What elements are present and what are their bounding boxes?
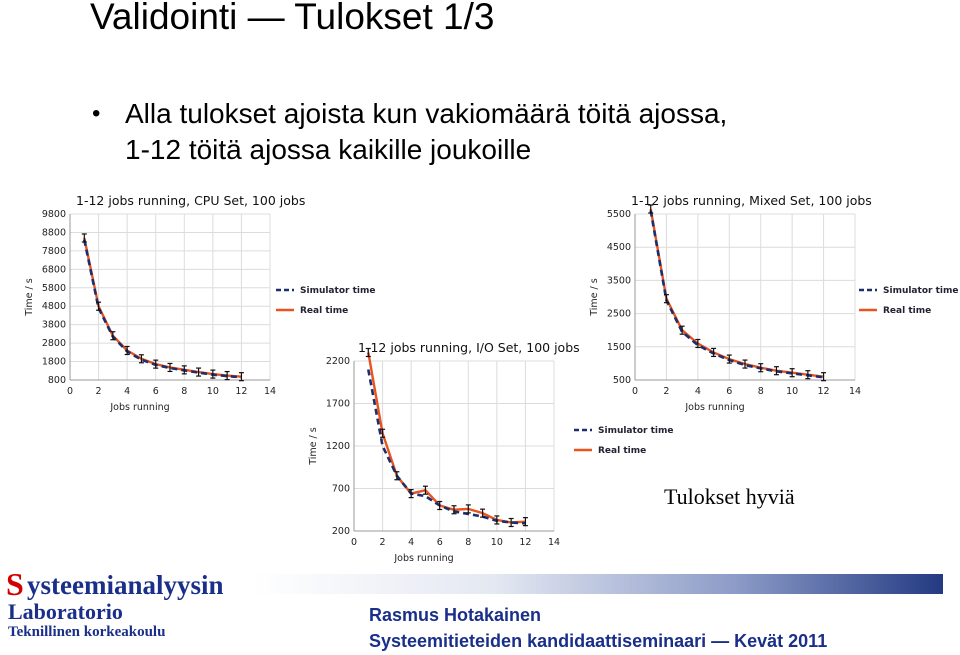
x-tick-label: 10 (206, 386, 219, 397)
chart-title: 1-12 jobs running, Mixed Set, 100 jobs (631, 193, 872, 208)
logo-systeemianalyysin: ysteemianalyysin (27, 570, 224, 600)
y-tick-label: 500 (612, 375, 631, 386)
x-tick-label: 0 (631, 386, 639, 397)
bullet-dot: • (92, 100, 101, 127)
y-tick-label: 3800 (41, 319, 66, 331)
x-tick-label: 8 (181, 386, 188, 397)
y-tick-label: 1700 (325, 398, 350, 410)
io-set-chart (300, 337, 682, 567)
x-axis-label: Jobs running (110, 402, 170, 413)
author-name: Rasmus Hotakainen (369, 605, 542, 625)
slide-title: Validointi — Tulokset 1/3 (90, 0, 495, 37)
x-axis-label: Jobs running (685, 402, 745, 413)
x-tick-label: 4 (694, 386, 701, 397)
y-tick-label: 9800 (41, 209, 66, 220)
y-tick-label: 1500 (606, 341, 631, 353)
legend-label: Simulator time (300, 286, 376, 296)
real-series-line (84, 238, 241, 377)
x-tick-label: 6 (436, 537, 443, 548)
chart-title: 1-12 jobs running, I/O Set, 100 jobs (358, 340, 580, 355)
logo-letter-s: S (6, 566, 24, 602)
x-tick-label: 4 (124, 386, 131, 397)
y-tick-label: 5800 (41, 282, 66, 294)
x-tick-label: 0 (350, 537, 358, 548)
x-tick-label: 12 (519, 537, 532, 548)
y-tick-label: 4500 (606, 242, 631, 254)
x-axis-label: Jobs running (394, 553, 454, 564)
y-tick-label: 5500 (606, 209, 631, 220)
y-axis-label: Time / s (24, 278, 35, 316)
footer-gradient-bar (253, 574, 943, 594)
x-tick-label: 12 (235, 386, 248, 397)
x-tick-label: 10 (786, 386, 799, 397)
chart-svg (300, 337, 682, 567)
chart-title: 1-12 jobs running, CPU Set, 100 jobs (76, 193, 306, 208)
y-tick-label: 200 (331, 526, 350, 537)
x-tick-label: 10 (490, 537, 503, 548)
results-verdict: Tulokset hyviä (664, 484, 795, 509)
x-tick-label: 14 (547, 537, 561, 548)
legend-label: Real time (598, 446, 647, 456)
legend-label: Simulator time (883, 286, 959, 296)
y-tick-label: 2200 (325, 356, 350, 367)
y-tick-label: 800 (47, 375, 66, 386)
x-tick-label: 4 (408, 537, 415, 548)
bullet-item (125, 96, 727, 168)
legend-label: Real time (883, 306, 932, 316)
seminar-name: Systeemitieteiden kandidaattiseminaari — Kevät 2011 (369, 631, 828, 651)
x-tick-label: 12 (817, 386, 830, 397)
y-tick-label: 1200 (325, 441, 350, 452)
y-tick-label: 7800 (41, 245, 66, 257)
y-tick-label: 3500 (606, 275, 631, 287)
x-tick-label: 6 (152, 386, 159, 397)
y-tick-label: 6800 (41, 264, 66, 276)
legend-label: Real time (300, 306, 349, 316)
x-tick-label: 0 (66, 386, 74, 397)
x-tick-label: 2 (95, 386, 102, 397)
y-axis-label: Time / s (308, 427, 319, 465)
x-tick-label: 8 (465, 537, 472, 548)
bullet-line-2: 1-12 töitä ajossa kaikille joukoille (125, 134, 532, 165)
x-tick-label: 14 (263, 386, 277, 397)
legend-label: Simulator time (598, 426, 674, 436)
y-tick-label: 8800 (41, 227, 66, 239)
y-tick-label: 2800 (41, 338, 66, 350)
logo-university: Teknillinen korkeakoulu (8, 624, 166, 640)
x-tick-label: 2 (379, 537, 386, 548)
bullet-line-1: Alla tulokset ajoista kun vakiomäärä töitä ajossa, (125, 98, 728, 129)
y-tick-label: 700 (331, 483, 350, 495)
y-tick-label: 4800 (41, 301, 66, 313)
x-tick-label: 8 (757, 386, 764, 397)
x-tick-label: 14 (848, 386, 862, 397)
real-series-line (368, 353, 525, 523)
x-tick-label: 6 (726, 386, 733, 397)
logo-laboratorio: Laboratorio (8, 599, 123, 624)
y-axis-label: Time / s (589, 278, 600, 316)
y-tick-label: 1800 (41, 356, 66, 368)
y-tick-label: 2500 (606, 308, 631, 320)
simulator-series-line (84, 240, 241, 377)
x-tick-label: 2 (663, 386, 670, 397)
